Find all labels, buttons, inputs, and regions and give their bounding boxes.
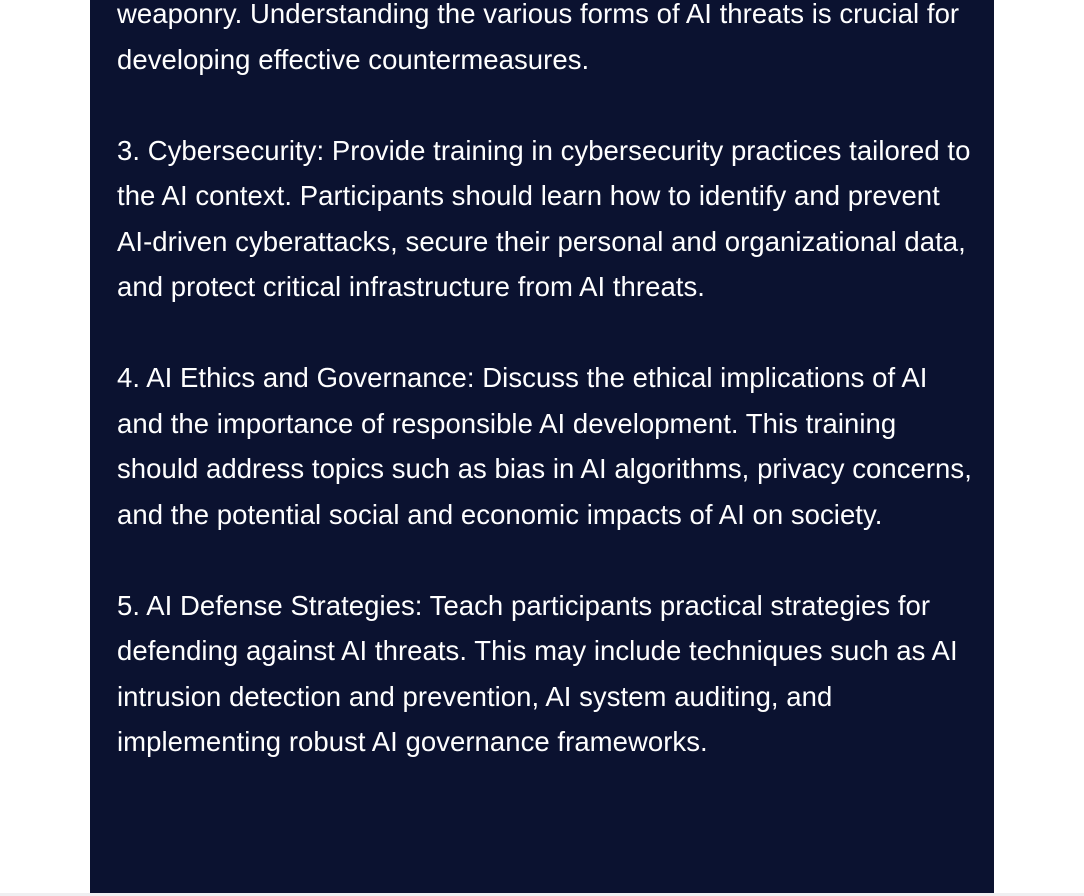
paragraph-threats-intro: weaponry. Understanding the various forms of AI threats is crucial for developing effective countermeasures. — [117, 0, 960, 75]
paragraph-ai-ethics-governance: 4. AI Ethics and Governance: Discuss the ethical implications of AI and the importance of responsible AI development. This training should address topics such as bias in AI algorithms, privacy concerns, and the potential social and economic impacts of AI on society. — [117, 362, 972, 530]
message-bubble — [90, 0, 994, 893]
paragraph-ai-defense-strategies: 5. AI Defense Strategies: Teach participants practical strategies for defending against AI threats. This may include techniques such as AI intrusion detection and prevention, AI system auditing, and implementing robust AI governance frameworks. — [117, 589, 958, 757]
paragraph-cybersecurity: 3. Cybersecurity: Provide training in cybersecurity practices tailored to the AI context. Participants should learn how to identify and prevent AI-driven cyberattacks, secure their personal and organizational data, and protect critical infrastructure from AI threats. — [117, 134, 971, 302]
message-text — [117, 0, 977, 810]
